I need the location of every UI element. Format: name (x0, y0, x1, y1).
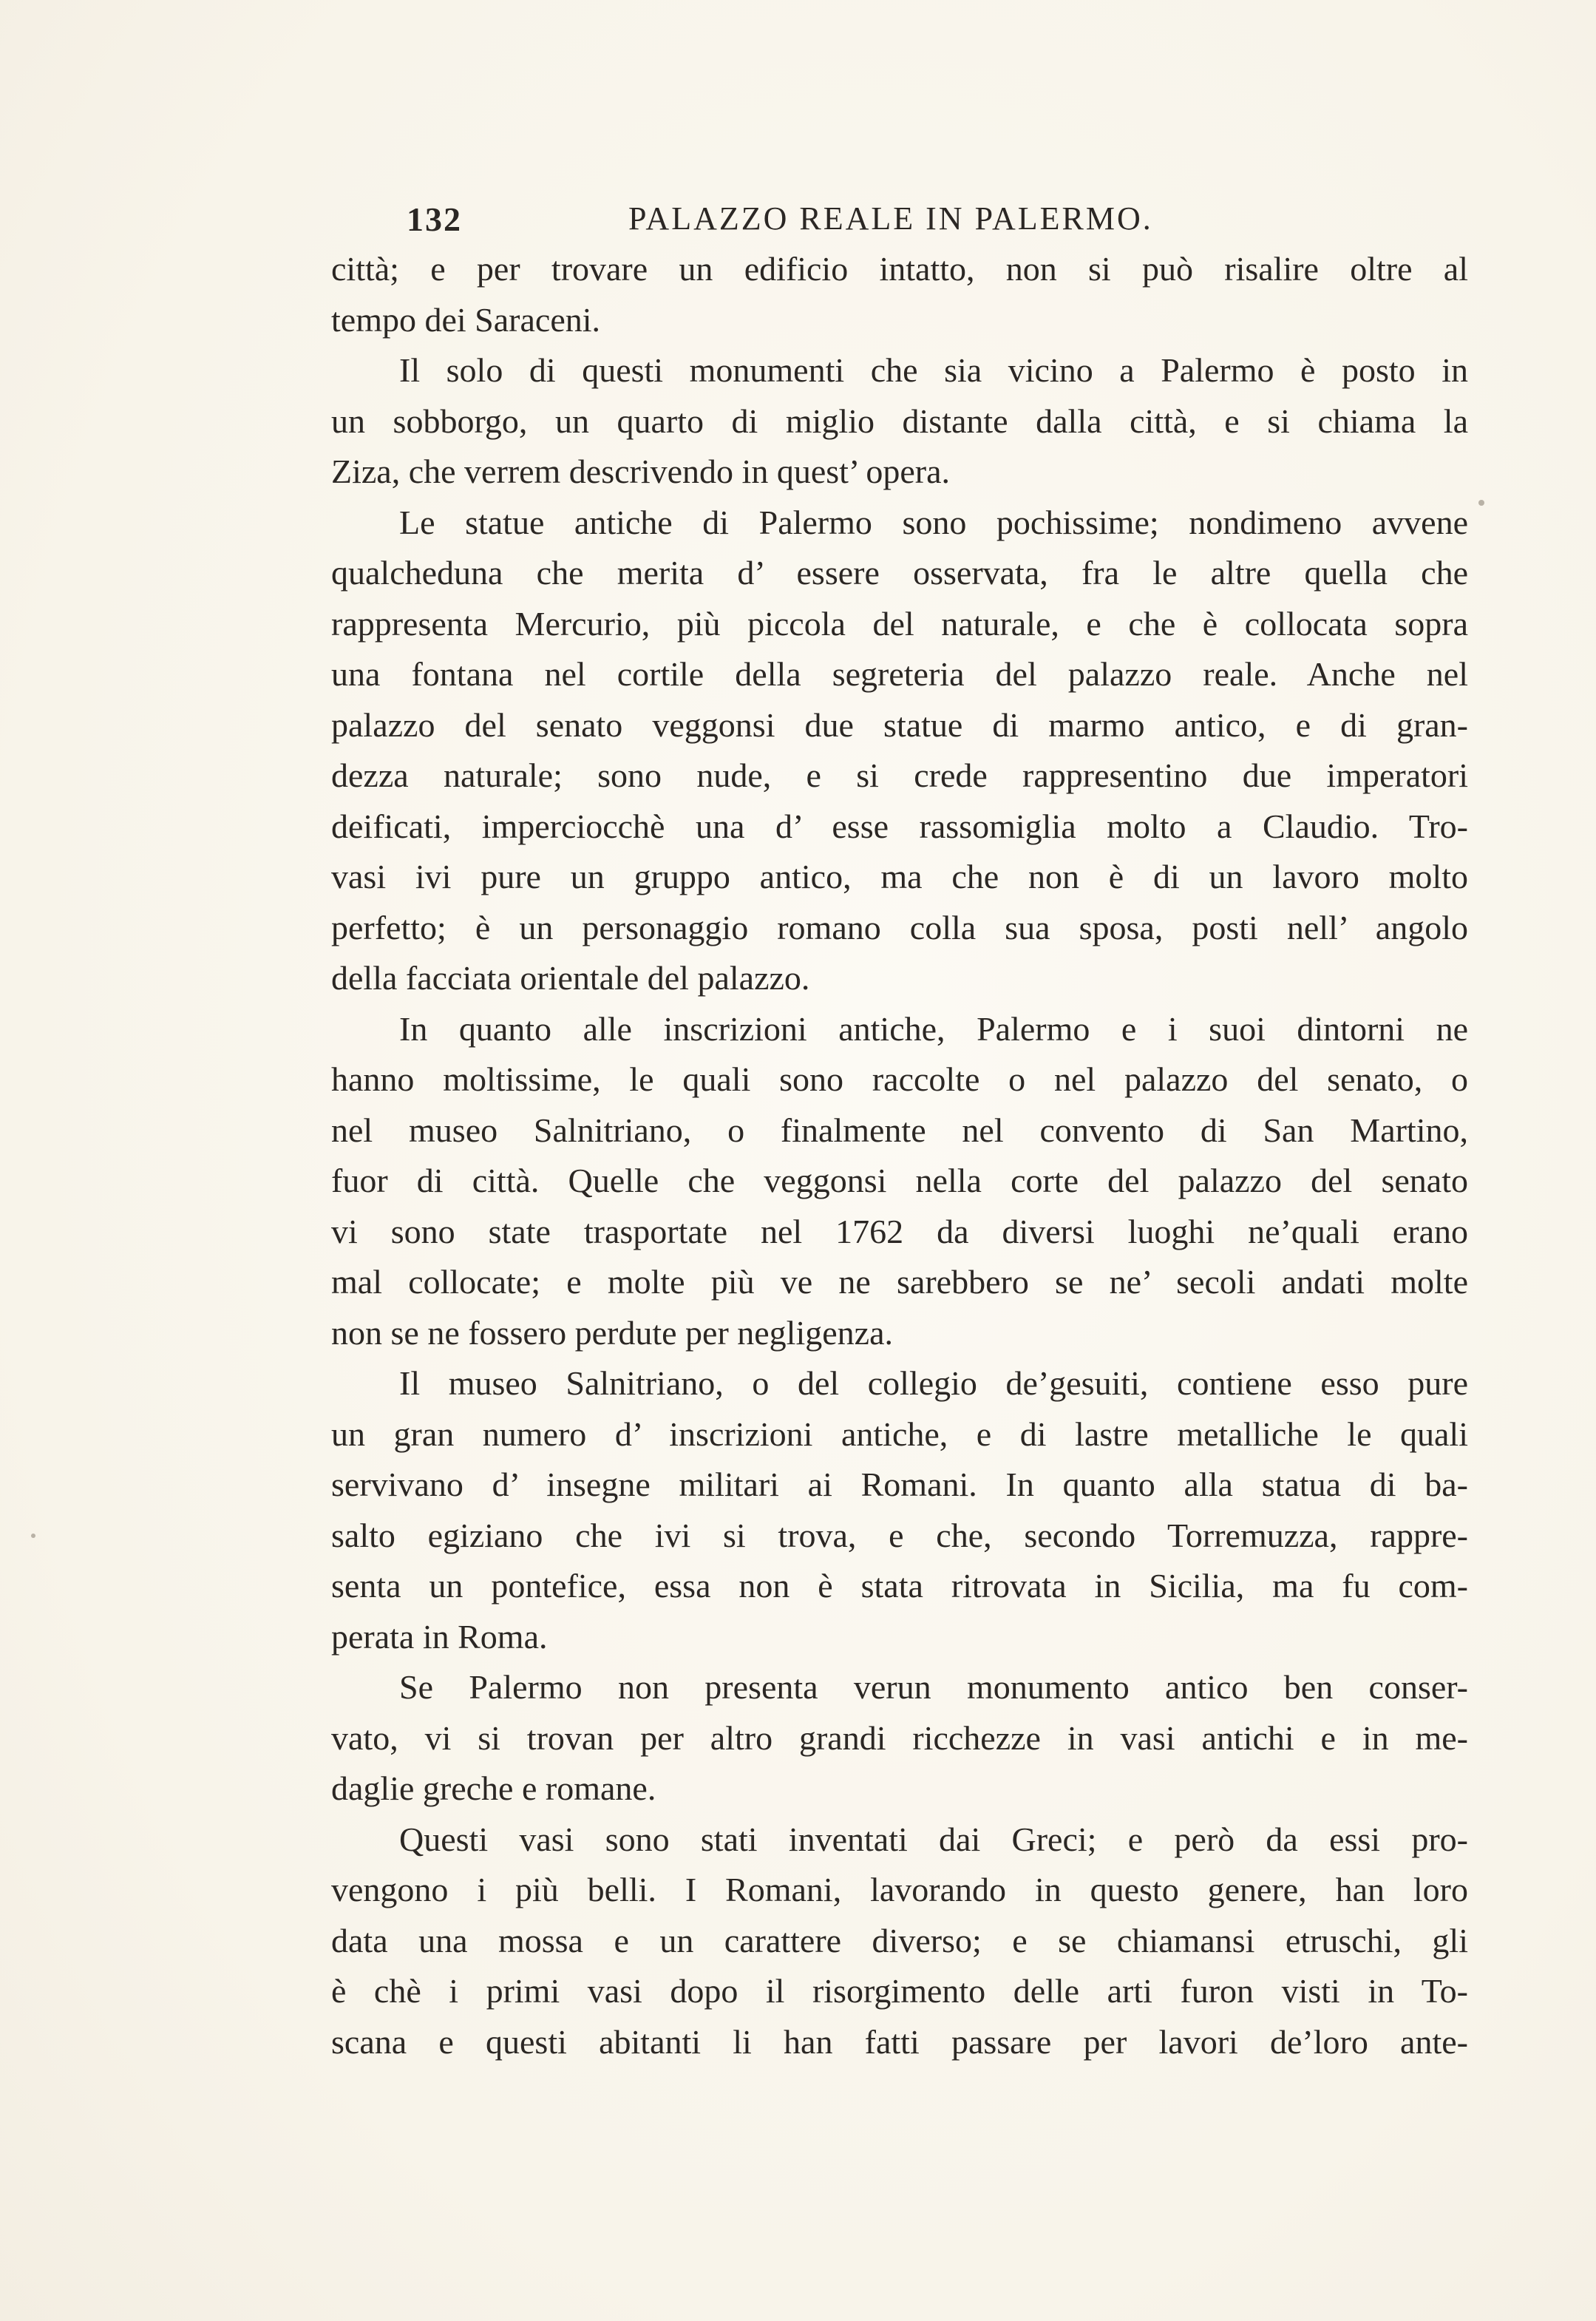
text-line: della facciata orientale del palazzo. (331, 959, 810, 997)
text-line: città; e per trovare un edificio intatto, non si può risalire oltre al (331, 250, 1468, 288)
text-line: perata in Roma. (331, 1617, 548, 1656)
paragraph (331, 498, 1468, 1004)
text-line: daglie greche e romane. (331, 1769, 656, 1807)
text-line: dezza naturale; sono nude, e si crede rappresentino due imperatori (331, 756, 1468, 794)
text-line: è chè i primi vasi dopo il risorgimento delle arti furon visti in To- (331, 1972, 1468, 2010)
body-text (331, 244, 1468, 2067)
text-line: hanno moltissime, le quali sono raccolte o nel palazzo del senato, o (331, 1060, 1468, 1098)
paragraph (331, 1662, 1468, 1815)
text-line: un sobborgo, un quarto di miglio distante dalla città, e si chiama la (331, 401, 1468, 440)
text-line: vato, vi si trovan per altro grandi ricchezze in vasi antichi e in me- (331, 1718, 1468, 1757)
text-line: In quanto alle inscrizioni antiche, Palermo e i suoi dintorni ne (399, 1009, 1468, 1048)
text-line: Ziza, che verrem descrivendo in quest’ opera. (331, 453, 950, 490)
text-line: perfetto; è un personaggio romano colla sua sposa, posti nell’ angolo (331, 908, 1468, 946)
text-line: rappresenta Mercurio, più piccola del naturale, e che è collocata sopra (331, 604, 1468, 643)
text-line: senta un pontefice, essa non è stata ritrovata in Sicilia, ma fu com- (331, 1567, 1468, 1605)
text-line: non se ne fossero perdute per negligenza. (331, 1313, 893, 1352)
text-line: vengono i più belli. I Romani, lavorando in questo genere, han loro (331, 1871, 1468, 1908)
text-line: tempo dei Saraceni. (331, 300, 601, 339)
text-line: fuor di città. Quelle che veggonsi nella corte del palazzo del senato (331, 1162, 1468, 1199)
text-line: Se Palermo non presenta verun monumento antico ben conser- (399, 1668, 1468, 1706)
text-line: deificati, imperciocchè una d’ esse rassomiglia molto a Claudio. Tro- (331, 807, 1468, 845)
paragraph (331, 1004, 1468, 1359)
running-title: PALAZZO REALE IN PALERMO. (628, 200, 1153, 237)
paper-speck (31, 1534, 35, 1538)
text-line: data una mossa e un carattere diverso; e se chiamansi etruschi, gli (331, 1921, 1468, 1959)
text-line: nel museo Salnitriano, o finalmente nel convento di San Martino, (331, 1111, 1468, 1149)
text-line: qualcheduna che merita d’ essere osservata, fra le altre quella che (331, 554, 1468, 592)
page-number: 132 (407, 200, 462, 238)
text-line: palazzo del senato veggonsi due statue di marmo antico, e di gran- (331, 705, 1468, 744)
text-line: Le statue antiche di Palermo sono pochissime; nondimeno avvene (399, 503, 1468, 541)
text-line: servivano d’ insegne militari ai Romani. In quanto alla statua di ba- (331, 1466, 1468, 1503)
text-line: Il solo di questi monumenti che sia vicino a Palermo è posto in (399, 351, 1468, 389)
text-line: un gran numero d’ inscrizioni antiche, e di lastre metalliche le quali (331, 1414, 1468, 1453)
paragraph (331, 345, 1468, 498)
text-line: mal collocate; e molte più ve ne sarebbero se ne’ secoli andati molte (331, 1263, 1468, 1301)
text-line: una fontana nel cortile della segreteria del palazzo reale. Anche nel (331, 655, 1468, 693)
page-header (407, 194, 1220, 245)
paper-speck (1478, 500, 1484, 506)
paragraph (331, 1358, 1468, 1662)
text-line: Il museo Salnitriano, o del collegio de’gesuiti, contiene esso pure (399, 1364, 1468, 1402)
paragraph (331, 244, 1468, 345)
text-line: Questi vasi sono stati inventati dai Greci; e però da essi pro- (399, 1820, 1468, 1858)
text-line: scana e questi abitanti li han fatti passare per lavori de’loro ante- (331, 2022, 1468, 2061)
text-line: salto egiziano che ivi si trova, e che, secondo Torremuzza, rappre- (331, 1516, 1468, 1554)
paragraph (331, 1815, 1468, 2068)
text-line: vasi ivi pure un gruppo antico, ma che non è di un lavoro molto (331, 858, 1468, 895)
text-line: vi sono state trasportate nel 1762 da diversi luoghi ne’quali erano (331, 1212, 1468, 1250)
